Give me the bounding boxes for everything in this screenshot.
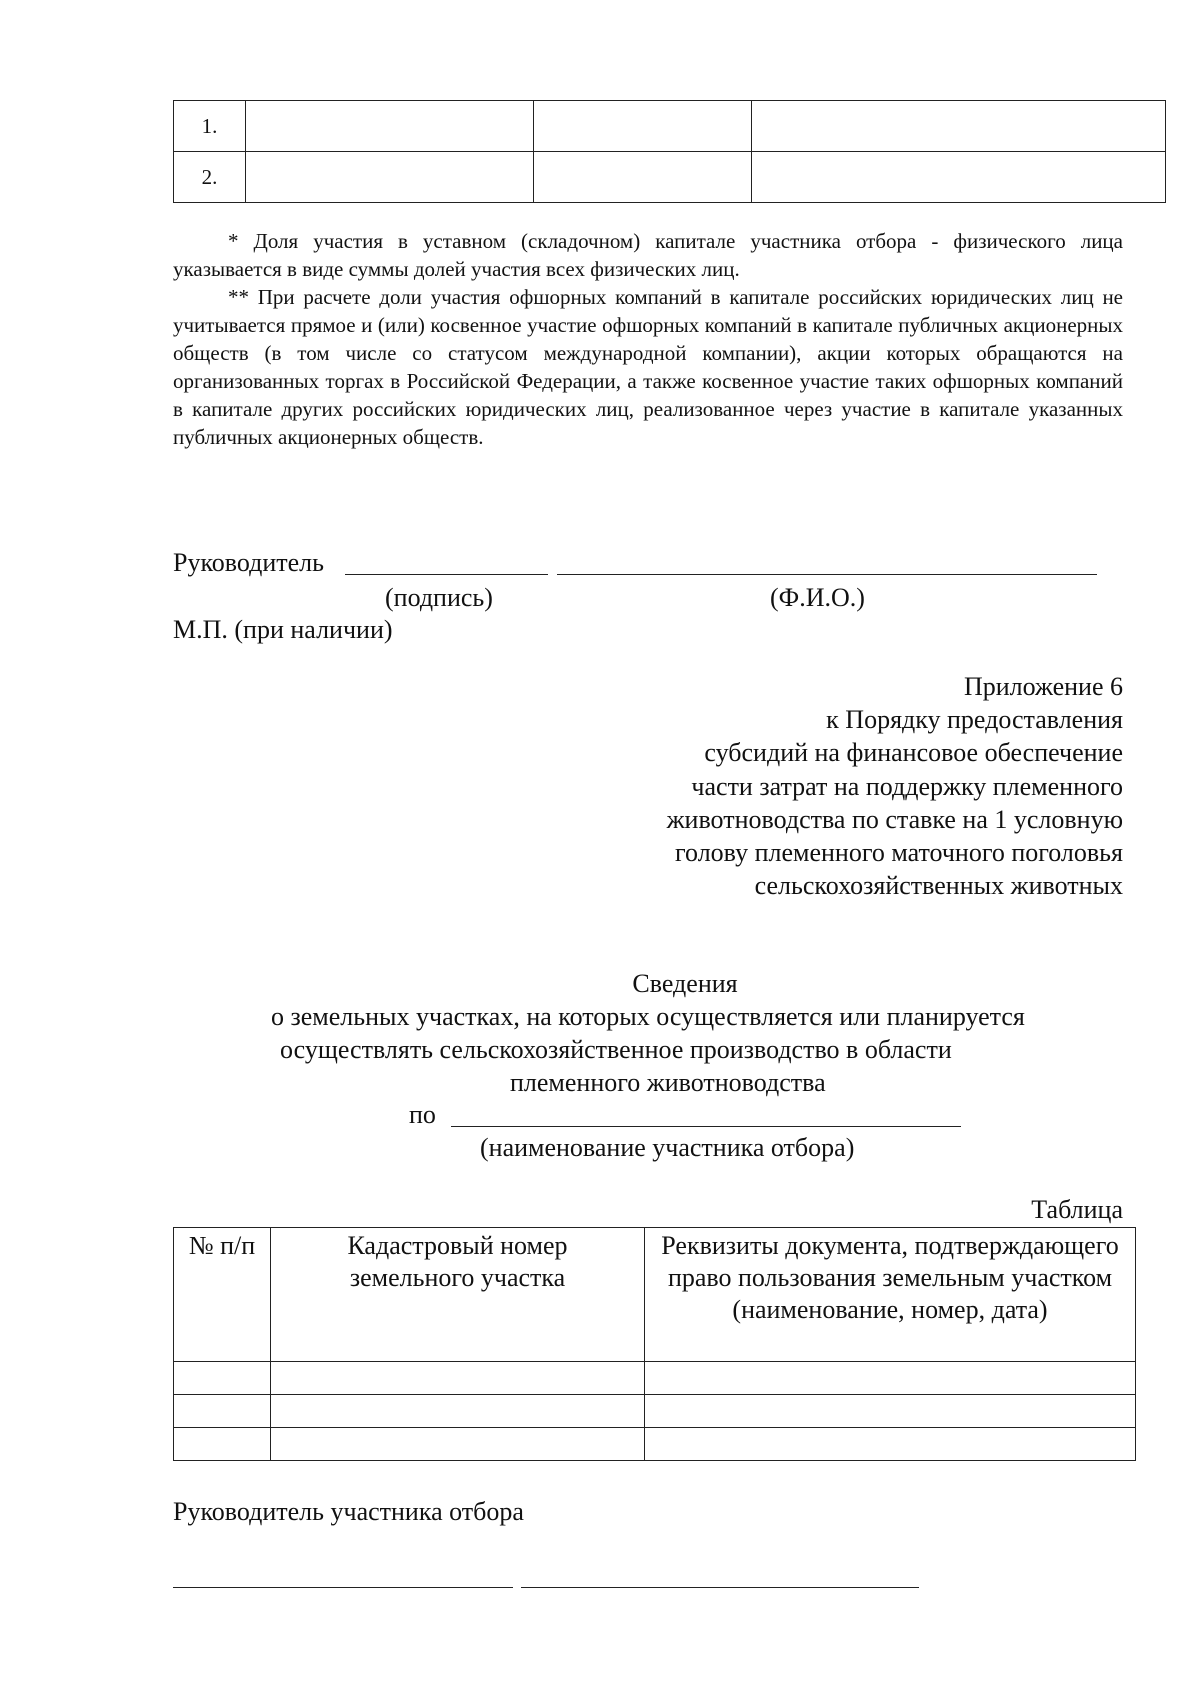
appendix-heading: [667, 670, 1123, 902]
table-cell: [645, 1428, 1136, 1461]
name-line: [557, 548, 1097, 575]
table-cell: [246, 101, 534, 152]
table-label: Таблица: [1031, 1195, 1123, 1224]
appendix-line: голову племенного маточного поголовья: [675, 838, 1123, 868]
appendix-line: к Порядку предоставления: [826, 705, 1123, 735]
table-cell: [174, 1428, 271, 1461]
row-number: 1.: [174, 101, 246, 152]
table-cell: [645, 1362, 1136, 1395]
title-line: о земельных участках, на которых осуществляется или планируется: [271, 1002, 1025, 1031]
table-cell: [752, 101, 1166, 152]
appendix-line: сельскохозяйственных животных: [754, 871, 1123, 901]
stamp-label: М.П. (при наличии): [173, 615, 393, 644]
table-cell: [645, 1395, 1136, 1428]
table-cell: [534, 152, 752, 203]
appendix-line: животноводства по ставке на 1 условную: [666, 804, 1123, 834]
table-cell: [174, 1362, 271, 1395]
row-number: 2.: [174, 152, 246, 203]
table-cell: [271, 1395, 645, 1428]
head-label: Руководитель: [173, 548, 324, 577]
footnote-share: * Доля участия в уставном (складочном) капитале участника отбора - физического лица указывается в виде суммы долей участия всех физических лиц.: [173, 229, 1123, 281]
table-cell: [752, 152, 1166, 203]
header-cadastral-number: Кадастровый номер земельного участка: [271, 1228, 645, 1362]
table-row: [174, 1428, 1136, 1461]
signature-line: [173, 1565, 513, 1588]
table-cell: [534, 101, 752, 152]
participants-table: [173, 100, 1166, 203]
header-document-details: Реквизиты документа, подтверждающего право пользования земельным участком (наименование, номер, дата): [645, 1228, 1136, 1362]
table-row: [174, 1395, 1136, 1428]
land-plots-table: [173, 1227, 1136, 1461]
participant-name-line: [451, 1098, 961, 1127]
name-line: [521, 1565, 919, 1588]
name-caption: (Ф.И.О.): [770, 583, 865, 612]
title-line: племенного животноводства: [510, 1068, 826, 1097]
title-line: осуществлять сельскохозяйственное производство в области: [280, 1035, 952, 1064]
participant-head-label: Руководитель участника отбора: [173, 1497, 524, 1526]
document-title: Сведения: [632, 969, 738, 998]
table-row: [174, 152, 1166, 203]
participant-caption: (наименование участника отбора): [480, 1133, 855, 1162]
appendix-line: Приложение 6: [963, 672, 1123, 701]
signature-caption: (подпись): [385, 583, 493, 612]
table-row: [174, 1362, 1136, 1395]
signature-line: [345, 548, 548, 575]
header-number: № п/п: [174, 1228, 271, 1362]
by-prefix: по: [409, 1100, 436, 1129]
table-cell: [246, 152, 534, 203]
table-cell: [174, 1395, 271, 1428]
appendix-line: субсидий на финансовое обеспечение: [704, 738, 1123, 768]
table-cell: [271, 1428, 645, 1461]
table-row: [174, 101, 1166, 152]
table-cell: [271, 1362, 645, 1395]
table-header-row: [174, 1228, 1136, 1362]
footnote-offshore: ** При расчете доли участия офшорных компаний в капитале российских юридических лиц не учитывается прямое и (или) косвенное участие офшорных компаний в капитале публичных акционерных обществ (в том числе со статусом международной компании), акции которых обращаются на организованных торгах в Российской Федерации, а также косвенное участие таких офшорных компаний в капитале других российских юридических лиц, реализованное через участие в капитале указанных публичных акционерных обществ.: [173, 285, 1123, 449]
appendix-line: части затрат на поддержку племенного: [691, 771, 1123, 801]
